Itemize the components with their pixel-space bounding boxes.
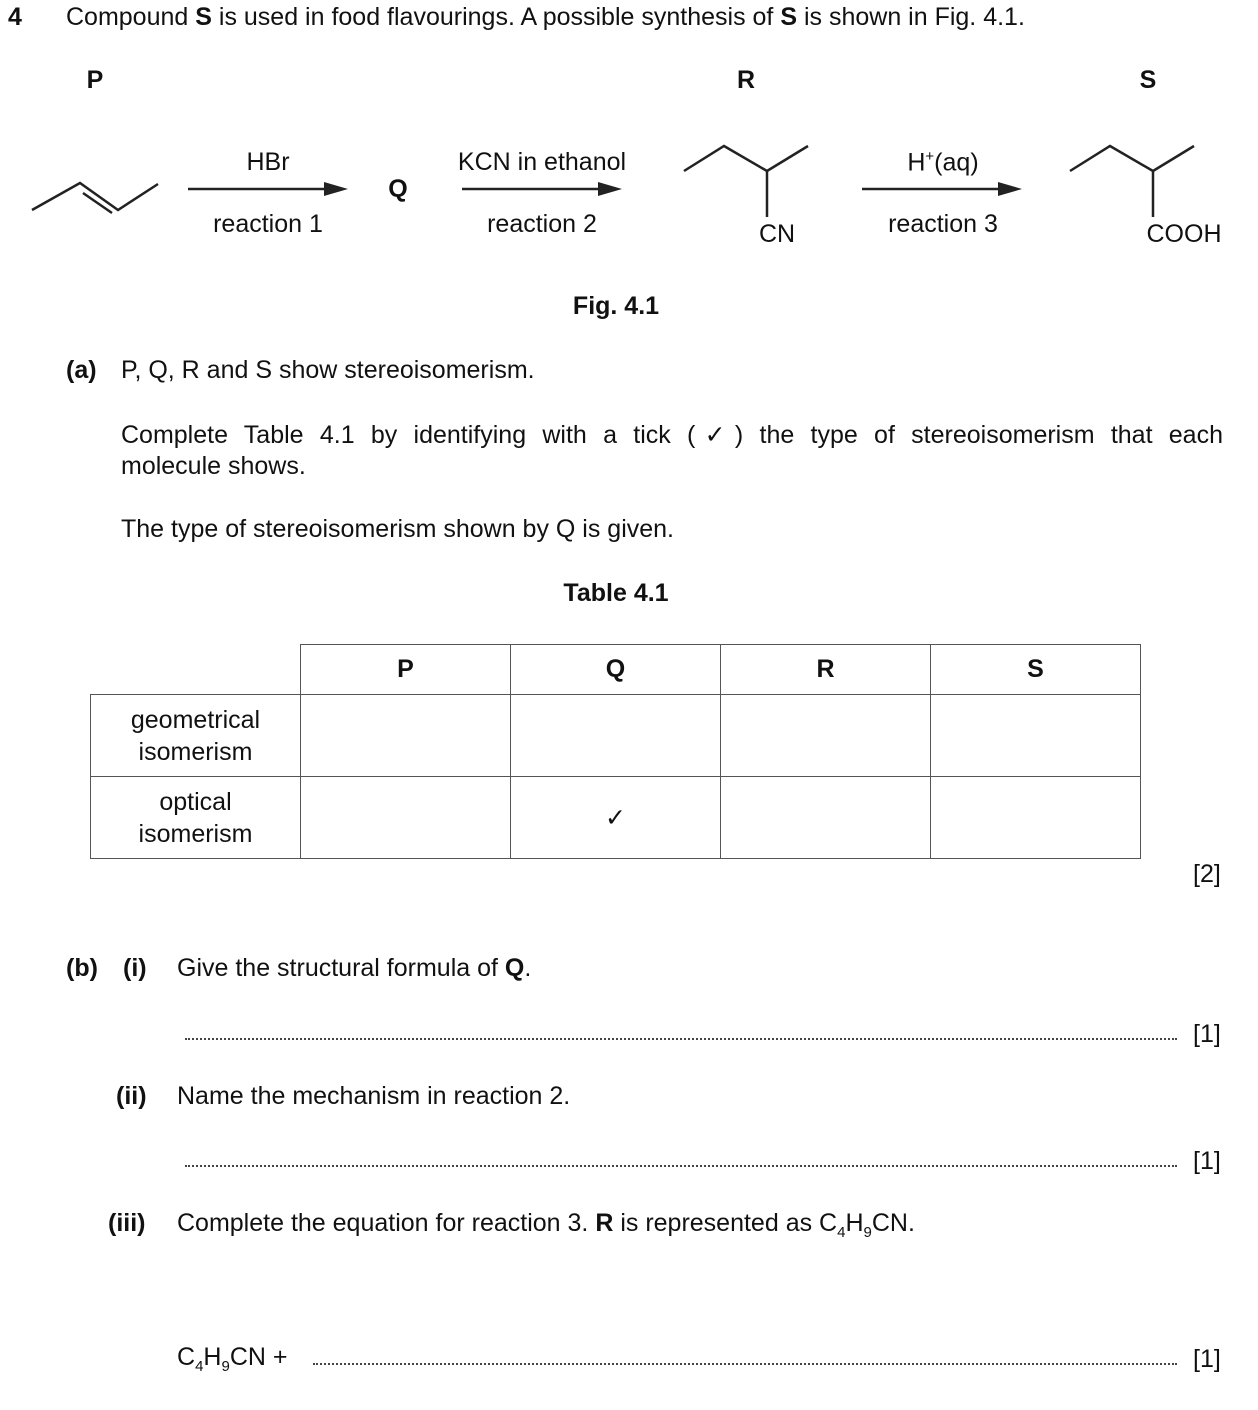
label-Q: Q xyxy=(388,175,408,203)
molecule-R xyxy=(684,146,808,171)
part-b-ii-text: Name the mechanism in reaction 2. xyxy=(177,1082,571,1110)
part-b-ii-label: (ii) xyxy=(116,1082,147,1110)
part-b-label: (b) xyxy=(66,954,98,982)
group-COOH: COOH xyxy=(1146,220,1222,248)
part-a-instruction-2: molecule shows. xyxy=(121,452,306,480)
label-P: P xyxy=(86,66,104,94)
marks-b-iii: [1] xyxy=(1193,1345,1221,1373)
answer-cell[interactable] xyxy=(721,777,931,859)
marks-b-i: [1] xyxy=(1193,1020,1221,1048)
label-S: S xyxy=(1139,66,1157,94)
header-P: P xyxy=(301,645,511,695)
reaction-scheme xyxy=(0,0,1258,300)
reaction-3-label: reaction 3 xyxy=(888,210,998,238)
answer-cell[interactable] xyxy=(721,695,931,777)
reaction-2-label: reaction 2 xyxy=(487,210,597,238)
question-intro: Compound S is used in food flavourings. A possible synthesis of S is shown in Fig. 4.1. xyxy=(66,3,1025,31)
row-label: geometrical isomerism xyxy=(91,695,301,777)
header-S: S xyxy=(931,645,1141,695)
molecule-S xyxy=(1070,146,1194,171)
answer-cell[interactable] xyxy=(301,695,511,777)
equation-reactant: $C_4H_9CN$ + xyxy=(177,1343,288,1375)
part-b-i-text: Give the structural formula of Q. xyxy=(177,954,532,982)
answer-line-b-i[interactable] xyxy=(185,1038,1177,1040)
group-CN: CN xyxy=(758,220,796,248)
answer-cell[interactable] xyxy=(301,777,511,859)
answer-line-b-iii[interactable] xyxy=(313,1363,1177,1365)
part-a-given: The type of stereoisomerism shown by Q is given. xyxy=(121,515,675,543)
answer-cell-tick: ✓ xyxy=(511,777,721,859)
part-b-iii-label: (iii) xyxy=(108,1209,146,1237)
table-row xyxy=(91,695,1141,777)
header-R: R xyxy=(721,645,931,695)
answer-line-b-ii[interactable] xyxy=(185,1165,1177,1167)
row-label: optical isomerism xyxy=(91,777,301,859)
stereoisomerism-table xyxy=(90,644,1141,859)
part-a-label: (a) xyxy=(66,356,97,384)
figure-caption: Fig. 4.1 xyxy=(572,292,660,320)
part-b-iii-text: Complete the equation for reaction 3. R is represented as $C_4H_9CN$. xyxy=(177,1209,915,1241)
reagent-2: KCN in ethanol xyxy=(457,148,627,176)
answer-cell[interactable] xyxy=(511,695,721,777)
table-row xyxy=(91,777,1141,859)
marks-a: [2] xyxy=(1193,860,1221,888)
answer-cell[interactable] xyxy=(931,695,1141,777)
header-Q: Q xyxy=(511,645,721,695)
reagent-1: HBr xyxy=(246,148,290,176)
part-a-statement: P, Q, R and S show stereoisomerism. xyxy=(121,356,535,384)
part-a-instruction: Complete Table 4.1 by identifying with a tick (✓) the type of stereoisomerism that each xyxy=(121,421,1223,449)
molecule-P xyxy=(32,183,158,210)
part-b-i-label: (i) xyxy=(123,954,147,982)
table-title: Table 4.1 xyxy=(563,579,669,607)
question-number: 4 xyxy=(8,3,22,31)
reaction-1-label: reaction 1 xyxy=(213,210,323,238)
label-R: R xyxy=(736,66,756,94)
marks-b-ii: [1] xyxy=(1193,1147,1221,1175)
answer-cell[interactable] xyxy=(931,777,1141,859)
reagent-3: H+(aq) xyxy=(907,148,979,177)
